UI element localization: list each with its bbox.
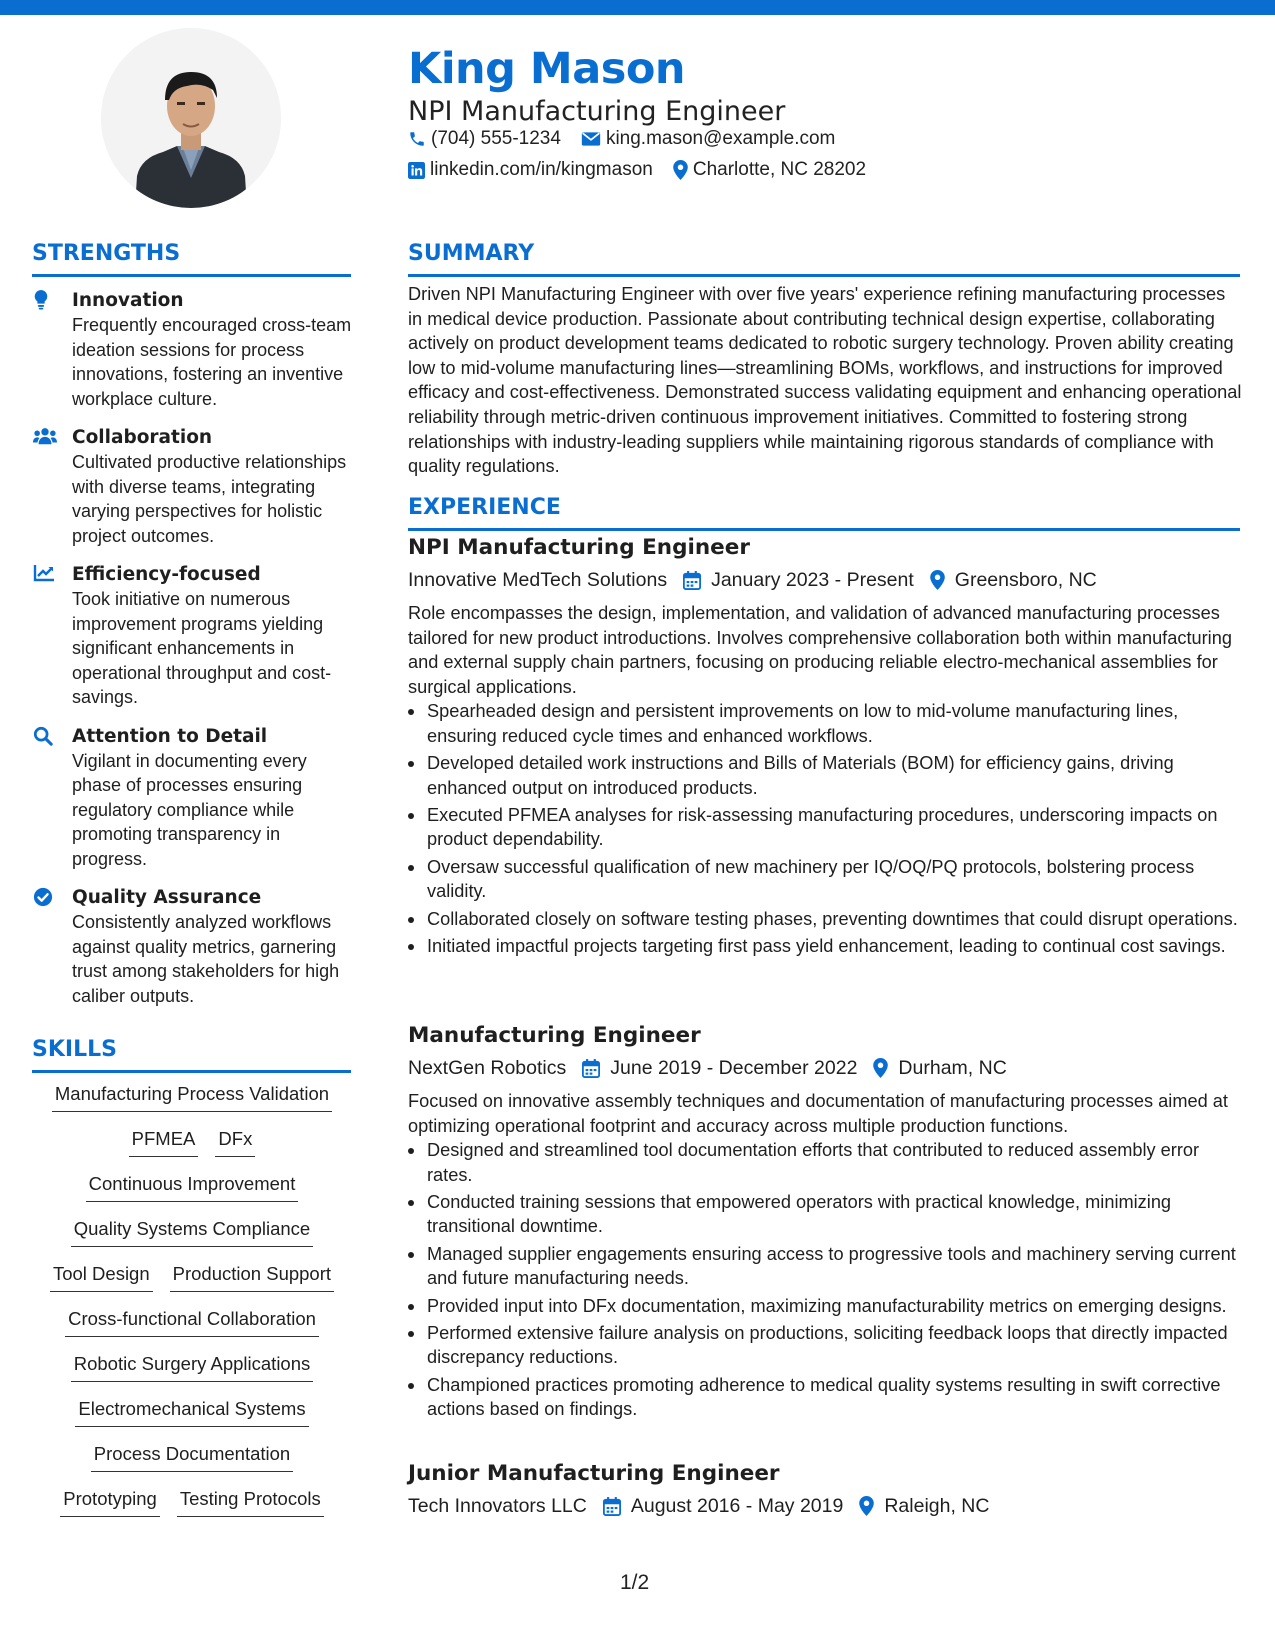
strength-item <box>32 562 352 710</box>
contact-email[interactable] <box>581 128 835 150</box>
job-company: NextGen Robotics <box>408 1057 567 1079</box>
skill-tag: Quality Systems Compliance <box>71 1217 313 1247</box>
skill-tag: Electromechanical Systems <box>75 1397 308 1427</box>
envelope-icon <box>581 131 601 147</box>
job-location: Durham, NC <box>898 1057 1007 1079</box>
bullet-item: Oversaw successful qualification of new machinery per IQ/OQ/PQ protocols, bolstering process validity. <box>408 855 1248 904</box>
job-bullets <box>408 699 1248 958</box>
job-company: Innovative MedTech Solutions <box>408 569 668 591</box>
experience-heading: EXPERIENCE <box>408 494 1240 531</box>
profile-photo <box>101 28 281 208</box>
strength-desc: Frequently encouraged cross-team ideation sessions for process innovations, fostering an inventive workplace culture. <box>72 315 352 409</box>
strength-title: Quality Assurance <box>72 887 262 908</box>
skill-tag: Prototyping <box>60 1487 160 1517</box>
skill-tag: PFMEA <box>129 1127 199 1157</box>
job-location: Greensboro, NC <box>954 569 1097 591</box>
job-bullets <box>408 1138 1248 1421</box>
skill-tag: Cross-functional Collaboration <box>65 1307 319 1337</box>
skill-tag: Robotic Surgery Applications <box>71 1352 314 1382</box>
skill-tag: Tool Design <box>50 1262 153 1292</box>
strength-desc: Consistently analyzed workflows against quality metrics, garnering trust among stakeholders for high caliber outputs. <box>72 912 340 1006</box>
skills-heading: SKILLS <box>32 1036 351 1073</box>
strength-item <box>32 288 352 411</box>
job-location: Raleigh, NC <box>884 1495 990 1517</box>
linkedin-text: linkedin.com/in/kingmason <box>430 159 653 180</box>
strength-title: Innovation <box>72 290 184 311</box>
calendar-icon <box>582 1059 600 1078</box>
job-meta <box>408 1491 1248 1521</box>
summary-text: Driven NPI Manufacturing Engineer with over five years' experience refining manufacturing processes in medical device production. Passionate about contributing technical design expertise, collaborating actively on product development teams dedicated to robotic surgery technology. Proven ability creating low to mid-volume manufacturing lines—streamlining BOMs, workflows, and instructions for improved efficacy and cost-effectiveness. Demonstrated success validating equipment and enhancing operational reliability through metric-driven continuous improvement initiatives. Committed to fostering strong relationships with industry-leading suppliers while maintaining rigorous standards of compliance with quality regulations. <box>408 284 1242 477</box>
skill-tag: Testing Protocols <box>177 1487 324 1517</box>
contact-row-2 <box>408 157 886 183</box>
job-dates: January 2023 - Present <box>711 569 914 591</box>
candidate-title: NPI Manufacturing Engineer <box>408 96 786 127</box>
job-meta <box>408 565 1248 595</box>
job-entry <box>408 1021 1248 1425</box>
skill-tag: Continuous Improvement <box>86 1172 299 1202</box>
strength-title: Efficiency-focused <box>72 564 261 585</box>
job-entry <box>408 533 1248 961</box>
contact-row-1 <box>408 126 855 152</box>
map-pin-icon <box>859 1496 874 1516</box>
bullet-item: Provided input into DFx documentation, maximizing manufacturability metrics on emerging designs. <box>408 1294 1248 1318</box>
strengths-list <box>32 288 352 1022</box>
strengths-heading: STRENGTHS <box>32 240 351 277</box>
job-dates: August 2016 - May 2019 <box>630 1495 844 1517</box>
calendar-icon <box>683 571 701 590</box>
check-circle-icon <box>33 887 53 907</box>
bullet-item: Collaborated closely on software testing phases, preventing downtimes that could disrupt operations. <box>408 907 1248 931</box>
map-pin-icon <box>930 570 945 590</box>
page-number: 1/2 <box>620 1571 650 1594</box>
bullet-item: Managed supplier engagements ensuring access to progressive tools and machinery serving current and future manufacturing needs. <box>408 1242 1248 1291</box>
linkedin-icon <box>408 162 425 179</box>
strength-item <box>32 885 352 1008</box>
map-pin-icon <box>673 160 688 180</box>
top-accent-bar <box>0 0 1275 15</box>
search-icon <box>33 726 53 746</box>
bullet-item: Developed detailed work instructions and Bills of Materials (BOM) for efficiency gains, driving enhanced output on introduced products. <box>408 751 1248 800</box>
bullet-item: Conducted training sessions that empowered operators with practical knowledge, minimizing transitional downtime. <box>408 1190 1248 1239</box>
strength-desc: Vigilant in documenting every phase of processes ensuring regulatory compliance while promoting transparency in progress. <box>72 750 307 869</box>
email-text: king.mason@example.com <box>605 128 836 149</box>
job-dates: June 2019 - December 2022 <box>610 1057 858 1079</box>
lightbulb-icon <box>33 290 49 310</box>
bullet-item: Championed practices promoting adherence to medical quality systems resulting in swift corrective actions based on findings. <box>408 1373 1248 1422</box>
job-description: Role encompasses the design, implementation, and validation of advanced manufacturing processes tailored for new product introductions. Involves comprehensive collaboration both within manufacturing and external supply chain partners, focusing on producing reliable electro-mechanical assemblies for surgical applications. <box>408 603 1232 697</box>
location-text: Charlotte, NC 28202 <box>692 159 867 180</box>
contact-phone[interactable] <box>408 128 561 150</box>
job-role: Junior Manufacturing Engineer <box>408 1461 780 1486</box>
bullet-item: Initiated impactful projects targeting first pass yield enhancement, leading to continual cost savings. <box>408 934 1248 958</box>
chart-line-icon <box>33 564 55 582</box>
phone-icon <box>408 130 426 148</box>
job-role: Manufacturing Engineer <box>408 1023 701 1048</box>
summary-heading: SUMMARY <box>408 240 1240 277</box>
skill-tag: Manufacturing Process Validation <box>52 1082 332 1112</box>
job-description: Focused on innovative assembly techniques and documentation of manufacturing processes aimed at optimizing operational footprint and accuracy across multiple production functions. <box>408 1091 1228 1136</box>
users-icon <box>33 427 57 445</box>
skill-tag: Process Documentation <box>91 1442 293 1472</box>
strength-desc: Cultivated productive relationships with diverse teams, integrating varying perspectives for holistic project outcomes. <box>72 452 347 546</box>
strength-title: Collaboration <box>72 427 213 448</box>
contact-location <box>673 159 866 181</box>
strength-item <box>32 425 352 548</box>
candidate-name: King Mason <box>408 44 685 94</box>
map-pin-icon <box>873 1058 888 1078</box>
phone-text: (704) 555-1234 <box>431 128 561 149</box>
job-meta <box>408 1053 1248 1083</box>
strength-item <box>32 724 352 872</box>
bullet-item: Performed extensive failure analysis on productions, soliciting feedback loops that directly impacted discrepancy reductions. <box>408 1321 1248 1370</box>
bullet-item: Executed PFMEA analyses for risk-assessing manufacturing procedures, underscoring impacts on product dependability. <box>408 803 1248 852</box>
job-entry <box>408 1459 1248 1521</box>
skill-tag: Production Support <box>170 1262 334 1292</box>
job-role: NPI Manufacturing Engineer <box>408 535 750 560</box>
contact-linkedin[interactable] <box>408 159 653 181</box>
bullet-item: Designed and streamlined tool documentation efforts that contributed to reduced assembly error rates. <box>408 1138 1248 1187</box>
bullet-item: Spearheaded design and persistent improvements on low to mid-volume manufacturing lines, ensuring reduced cycle times and enhanced workflows. <box>408 699 1248 748</box>
strength-desc: Took initiative on numerous improvement programs yielding significant enhancements in operational throughput and cost-savings. <box>72 589 332 707</box>
calendar-icon <box>603 1497 621 1516</box>
job-company: Tech Innovators LLC <box>408 1495 587 1517</box>
strength-title: Attention to Detail <box>72 725 268 747</box>
skill-tag: DFx <box>215 1127 255 1157</box>
skills-list <box>32 1082 352 1532</box>
